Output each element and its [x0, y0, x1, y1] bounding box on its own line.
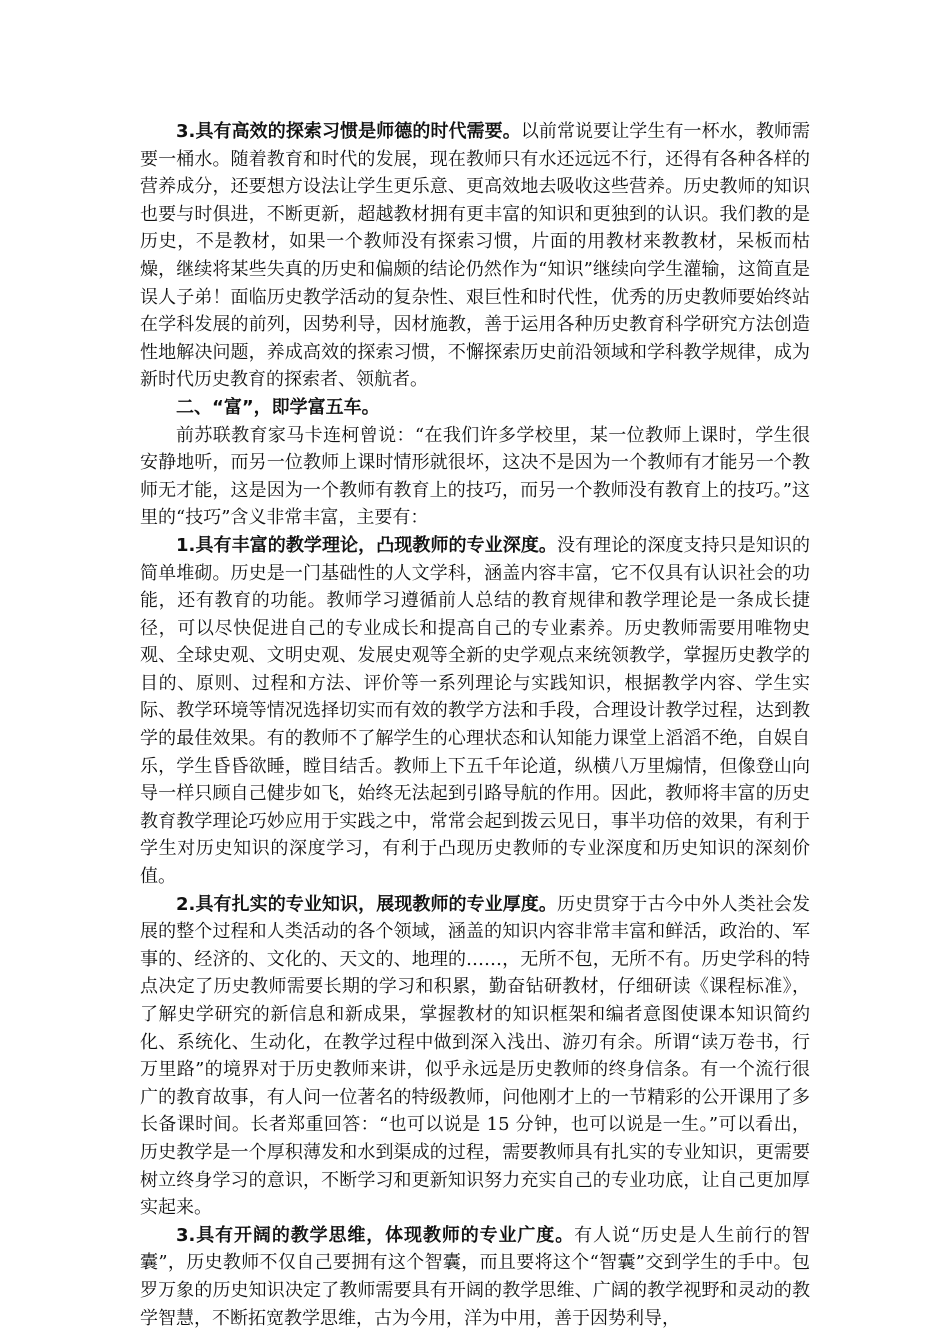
paragraph-5	[140, 1222, 810, 1332]
paragraph-4-body: 历史贯穿于古今中外人类社会发展的整个过程和人类活动的各个领域，涵盖的知识内容非常丰富和鲜活，政治的、军事的、经济的、文化的、天文的、地理的……，无所不包，无所不有。历史学科的特点决定了历史教师需要长期的学习和积累，勤奋钻研教材，仔细研读《课程标准》，了解史学研究的新信息和新成果，掌握教材的知识框架和编者意图使课本知识简约化、系统化、生动化，在教学过程中做到深入浅出、游刃有余。所谓“读万卷书，行万里路”的境界对于历史教师来讲，似乎永远是历史教师的终身信条。有一个流行很广的教育故事，有人问一位著名的特级教师，问他刚才上的一节精彩的公开课用了多长备课时间。长者郑重回答：“也可以说是 15 分钟，也可以说是一生。”可以看出，历史教学是一个厚积薄发和水到渠成的过程，需要教师具有扎实的专业知识，更需要树立终身学习的意识，不断学习和更新知识努力充实自己的专业功底，让自己更加厚实起来。	[140, 893, 810, 1219]
paragraph-1-body: 以前常说要让学生有一杯水，教师需要一桶水。随着教育和时代的发展，现在教师只有水还远远不行，还得有各种各样的营养成分，还要想方设法让学生更乐意、更高效地去吸收这些营养。历史教师的知识也要与时俱进，不断更新，超越教材拥有更丰富的知识和更独到的认识。我们教的是历史，不是教材，如果一个教师没有探索习惯，片面的用教材来教教材，呆板而枯燥，继续将某些失真的历史和偏颇的结论仍然作为“知识”继续向学生灌输，这简直是误人子弟！面临历史教学活动的复杂性、艰巨性和时代性，优秀的历史教师要始终站在学科发展的前列，因势利导，因材施教，善于运用各种历史教育科学研究方法创造性地解决问题，养成高效的探索习惯，不懈探索历史前沿领域和学科教学规律，成为新时代历史教育的探索者、领航者。	[140, 121, 810, 391]
paragraph-2-body: 前苏联教育家马卡连柯曾说：“在我们许多学校里，某一位教师上课时，学生很安静地听，而另一位教师上课时情形就很坏，这决不是因为一个教师有才能另一个教师无才能，这是因为一个教师有教育上的技巧，而另一个教师没有教育上的技巧。”这里的“技巧”含义非常丰富，主要有：	[140, 424, 810, 529]
paragraph-1-lead: 3.具有高效的探索习惯是师德的时代需要。	[176, 121, 521, 142]
paragraph-5-body: 有人说“历史是人生前行的智囊”，历史教师不仅自己要拥有这个智囊，而且要将这个“智囊”交到学生的手中。包罗万象的历史知识决定了教师需要具有开阔的教学思维、广阔的教学视野和灵动的教学智慧，不断拓宽教学思维，古为今用，洋为中用，善于因势利导，	[140, 1224, 810, 1329]
paragraph-4-lead: 2.具有扎实的专业知识，展现教师的专业厚度。	[176, 893, 557, 915]
paragraph-3-body: 没有理论的深度支持只是知识的简单堆砌。历史是一门基础性的人文学科，涵盖内容丰富，它不仅具有认识社会的功能，还有教育的功能。教师学习遵循前人总结的教育规律和教学理论是一条成长捷径，可以尽快促进自己的专业成长和提高自己的专业素养。历史教师需要用唯物史观、全球史观、文明史观、发展史观等全新的史学观点来统领教学，掌握历史教学的目的、原则、过程和方法、评价等一系列理论与实践知识，根据教学内容、学生实际、教学环境等情况选择切实而有效的教学方法和手段，合理设计教学过程，达到教学的最佳效果。有的教师不了解学生的心理状态和认知能力课堂上滔滔不绝，自娱自乐，学生昏昏欲睡，瞠目结舌。教师上下五千年论道，纵横八万里煽情，但像登山向导一样只顾自己健步如飞，始终无法起到引路导航的作用。因此，教师将丰富的历史教育教学理论巧妙应用于实践之中，常常会起到拨云见日，事半功倍的效果，有利于学生对历史知识的深度学习，有利于凸现历史教师的专业深度和历史知识的深刻价值。	[140, 534, 810, 888]
paragraph-1	[140, 118, 810, 394]
paragraph-2	[140, 422, 810, 532]
paragraph-4	[140, 891, 810, 1222]
paragraph-3	[140, 532, 810, 891]
paragraph-5-lead: 3.具有开阔的教学思维，体现教师的专业广度。	[176, 1224, 575, 1246]
document-page	[140, 118, 810, 1332]
section-heading-2: 二、“富”，即学富五车。	[176, 396, 380, 418]
paragraph-3-lead: 1.具有丰富的教学理论，凸现教师的专业深度。	[176, 534, 557, 556]
